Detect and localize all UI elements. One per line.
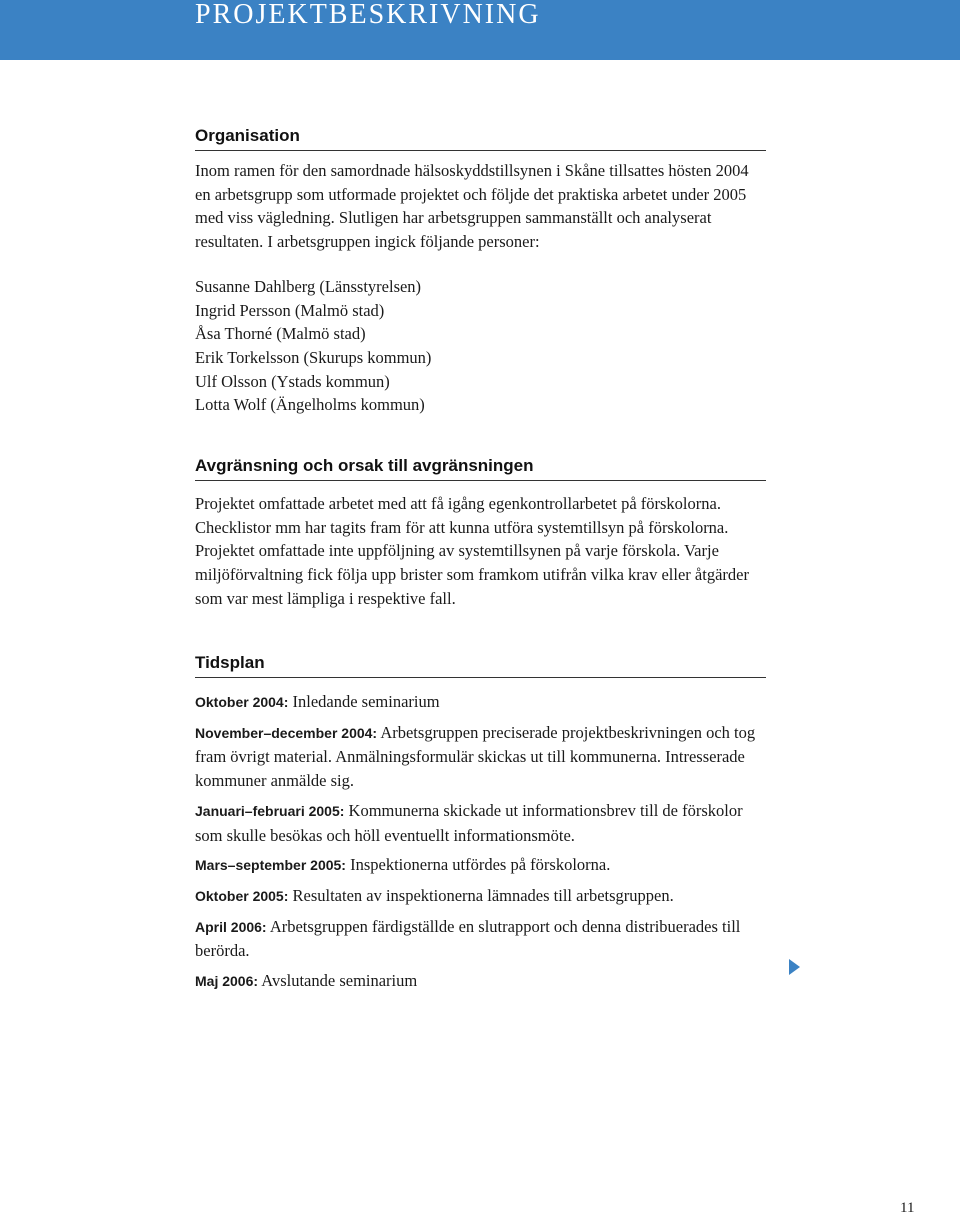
timeline-text: Avslutande seminarium	[261, 971, 418, 991]
timeline-date: Maj 2006:	[195, 973, 259, 990]
timeline-entry	[195, 884, 766, 909]
timeline-entry	[195, 721, 766, 793]
member-item: Lotta Wolf (Ängelholms kommun)	[195, 395, 425, 415]
timeline-text: Arbetsgruppen färdigställde en slutrapport och denna distribuerades till berörda.	[195, 916, 741, 961]
timeline-entry	[195, 690, 766, 715]
timeline-entry	[195, 969, 766, 994]
section-heading-avgransning: Avgränsning och orsak till avgränsningen	[195, 456, 766, 481]
timeline-date: Mars–september 2005:	[195, 857, 346, 874]
member-item: Ingrid Persson (Malmö stad)	[195, 300, 385, 320]
timeline-date: April 2006:	[195, 918, 267, 935]
timeline	[195, 690, 766, 994]
header-banner	[0, 0, 960, 60]
timeline-date: Oktober 2004:	[195, 694, 289, 710]
section-heading-tidsplan: Tidsplan	[195, 653, 766, 678]
timeline-date: November–december 2004:	[195, 724, 378, 741]
section-organisation	[195, 126, 766, 417]
organisation-paragraph: Inom ramen för den samordnade hälsoskyddstillsynen i Skåne tillsattes hösten 2004 en arbetsgrupp som utformade projektet och följde det praktiska arbetet under 2005 med viss vägledning. Slutligen har arbetsgruppen sammanställt och analyserat resultaten. I arbetsgruppen ingick följande personer:	[195, 161, 749, 252]
timeline-entry	[195, 915, 766, 963]
member-item: Åsa Thorné (Malmö stad)	[195, 324, 366, 344]
member-item: Erik Torkelsson (Skurups kommun)	[195, 347, 432, 367]
timeline-entry	[195, 799, 766, 847]
timeline-text: Kommunerna skickade ut informationsbrev till de förskolor som skulle besökas och höll eventuellt informationsmöte.	[195, 800, 743, 845]
timeline-text: Arbetsgruppen preciserade projektbeskrivningen och tog fram övrigt material. Anmälningsformulär skickas ut till kommunerna. Intresserade kommuner anmälde sig.	[195, 722, 756, 791]
avgransning-paragraph: Projektet omfattade arbetet med att få igång egenkontrollarbetet på förskolorna. Checklistor mm har tagits fram för att kunna utföra systemtillsyn på förskolorna. Projektet omfattade inte uppföljning av systemtillsynen på varje förskola. Varje miljöförvaltning fick följa upp brister som framkom utifrån vilka krav eller åtgärder som var mest lämpliga i respektive fall.	[195, 494, 749, 608]
page-number: 11	[900, 1200, 915, 1216]
member-item: Susanne Dahlberg (Länsstyrelsen)	[195, 276, 422, 296]
member-list	[195, 275, 766, 417]
timeline-text: Inledande seminarium	[292, 692, 440, 711]
timeline-entry	[195, 853, 766, 878]
member-item: Ulf Olsson (Ystads kommun)	[195, 371, 390, 391]
section-heading-organisation: Organisation	[195, 126, 766, 151]
arrow-right-icon	[789, 959, 800, 975]
timeline-date: Oktober 2005:	[195, 887, 289, 904]
timeline-text: Inspektionerna utfördes på förskolorna.	[350, 855, 611, 875]
timeline-date: Januari–februari 2005:	[195, 802, 345, 819]
page-title: PROJEKTBESKRIVNING	[195, 0, 541, 30]
section-avgransning	[195, 456, 766, 611]
section-tidsplan	[195, 653, 766, 1000]
timeline-text: Resultaten av inspektionerna lämnades till arbetsgruppen.	[292, 885, 674, 905]
